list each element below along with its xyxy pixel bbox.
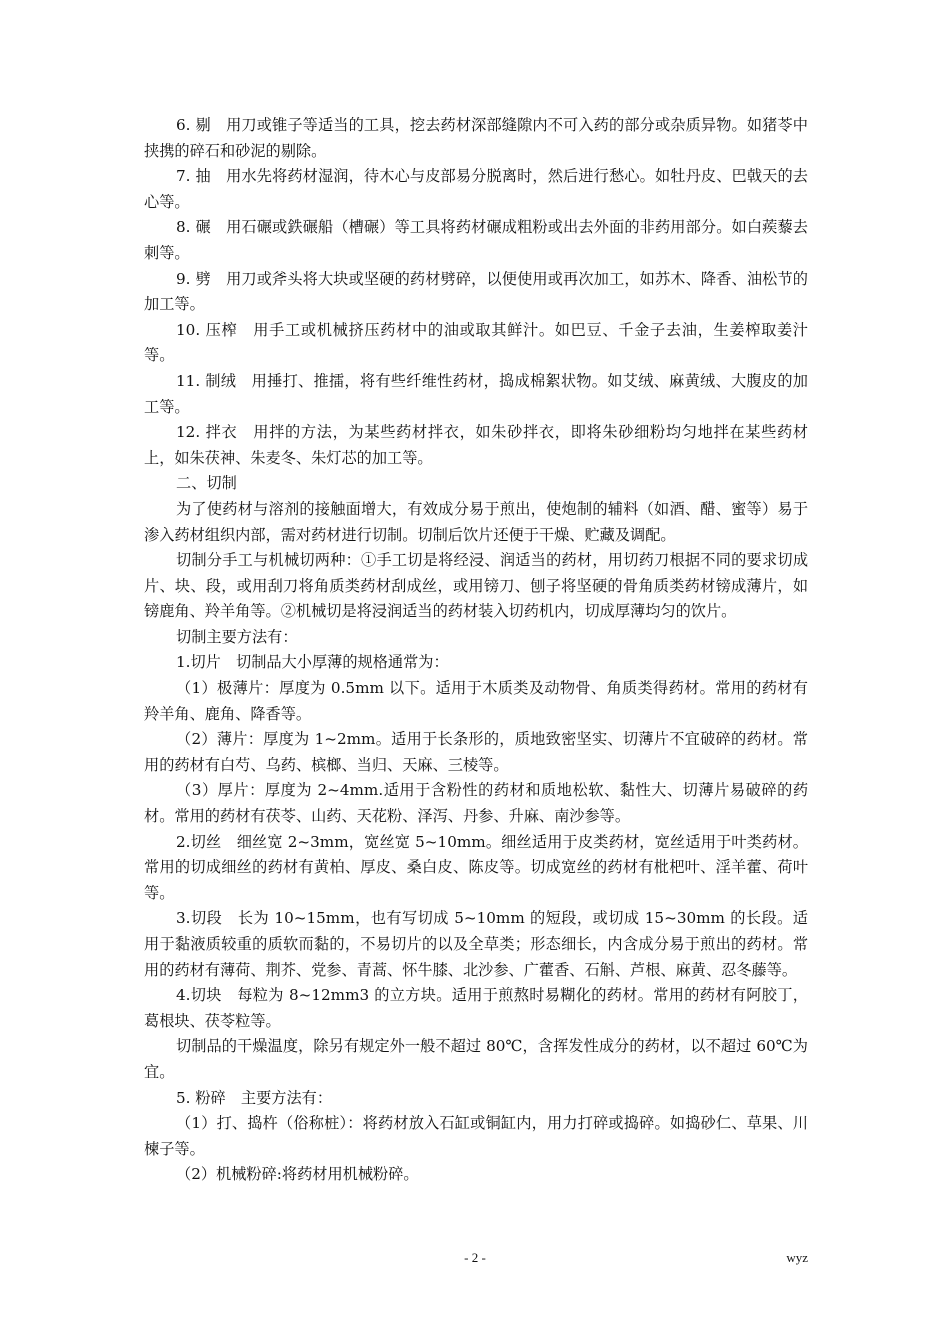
paragraph-baopian: （2）薄片：厚度为 1~2mm。适用于长条形的，质地致密坚实、切薄片不宜破碎的药材。常用的药材有白芍、乌药、槟榔、当归、天麻、三棱等。 (144, 730, 808, 774)
footer-mark: wyz (786, 1250, 808, 1265)
paragraph-12-banyi: 12. 拌衣 用拌的方法，为某些药材拌衣，如朱砂拌衣，即将朱砂细粉均匀地拌在某些药材上，如朱茯神、朱麦冬、朱灯芯的加工等。 (144, 423, 808, 467)
paragraph-11-zhirong: 11. 制绒 用捶打、推擂，将有些纤维性药材，捣成棉絮状物。如艾绒、麻黄绒、大腹皮的加工等。 (144, 371, 808, 416)
paragraph-jibaopian: （1）极薄片：厚度为 0.5mm 以下。适用于木质类及动物骨、角质类得药材。常用的药材有羚羊角、鹿角、降香等。 (144, 679, 808, 723)
paragraph-qieduan: 3.切段 长为 10~15mm，也有写切成 5~10mm 的短段，或切成 15~30mm 的长段。适用于黏液质较重的质软而黏的，不易切片的以及全草类；形态细长，内含成分易于煎出的药材。常用的药材有薄荷、荆芥、党参、青蒿、怀牛膝、北沙参、广藿香、石斛、芦根、麻黄、忍冬藤等。 (144, 909, 808, 979)
paragraph-7-chou: 7. 抽 用水先将药材湿润，待木心与皮部易分脱离时，然后进行愁心。如牡丹皮、巴戟天的去心等。 (144, 167, 808, 211)
paragraph-6-ti: 6. 剔 用刀或锥子等适当的工具，挖去药材深部缝隙内不可入药的部分或杂质异物。如猪苓中挟携的碎石和砂泥的剔除。 (144, 116, 808, 160)
paragraph-qiepian: 1.切片 切制品大小厚薄的规格通常为： (176, 653, 449, 672)
paragraph-methods-intro: 切制主要方法有： (176, 627, 298, 646)
paragraph-jixie-fensui: （2）机械粉碎:将药材用机械粉碎。 (176, 1165, 419, 1184)
page-number: - 2 - (464, 1250, 486, 1265)
paragraph-qiekuai: 4.切块 每粒为 8~12mm3 的立方块。适用于煎熬时易糊化的药材。常用的药材有阿胶丁，葛根块、茯苓粒等。 (144, 986, 808, 1030)
paragraph-10-yazha: 10. 压榨 用手工或机械挤压药材中的油或取其鲜汁。如巴豆、千金子去油，生姜榨取姜汁等。 (144, 320, 808, 365)
paragraph-daodao: （1）打、捣杵（俗称桩）：将药材放入石缸或铜缸内，用力打碎或捣碎。如捣砂仁、草果、川楝子等。 (144, 1114, 808, 1158)
paragraph-qiezhi-types: 切制分手工与机械切两种：①手工切是将经浸、润适当的药材，用切药刀根据不同的要求切成片、块、段，或用刮刀将角质类药材刮成丝，或用镑刀、刨子将坚硬的骨角质类药材镑成薄片，如镑鹿角、羚羊角等。②机械切是将浸润适当的药材装入切药机内，切成厚薄均匀的饮片。 (144, 551, 808, 621)
paragraph-qiesi: 2.切丝 细丝宽 2~3mm，宽丝宽 5~10mm。细丝适用于皮类药材，宽丝适用于叶类药材。常用的切成细丝的药材有黄柏、厚皮、桑白皮、陈皮等。切成宽丝的药材有枇杷叶、淫羊藿、荷叶等。 (144, 832, 808, 902)
body-text (144, 113, 808, 1188)
paragraph-fensui: 5. 粉碎 主要方法有： (176, 1088, 333, 1107)
section-heading-qiezhi: 二、切制 (176, 474, 237, 493)
paragraph-drying-temp: 切制品的干燥温度，除另有规定外一般不超过 80℃，含挥发性成分的药材，以不超过 60℃为宜。 (144, 1037, 808, 1081)
paragraph-9-pi: 9. 劈 用刀或斧头将大块或坚硬的药材劈碎，以便使用或再次加工，如苏木、降香、油松节的加工等。 (144, 269, 808, 314)
paragraph-qiezhi-purpose: 为了使药材与溶剂的接触面增大，有效成分易于煎出，使炮制的辅料（如酒、醋、蜜等）易于渗入药材组织内部，需对药材进行切制。切制后饮片还便于干燥、贮藏及调配。 (144, 499, 808, 544)
paragraph-8-nian: 8. 碾 用石碾或鉄碾船（槽碾）等工具将药材碾成粗粉或出去外面的非药用部分。如白蒺藜去刺等。 (144, 218, 808, 262)
paragraph-houpian: （3）厚片：厚度为 2~4mm.适用于含粉性的药材和质地松软、黏性大、切薄片易破碎的药材。常用的药材有茯苓、山药、天花粉、泽泻、丹参、升麻、南沙参等。 (144, 781, 808, 826)
